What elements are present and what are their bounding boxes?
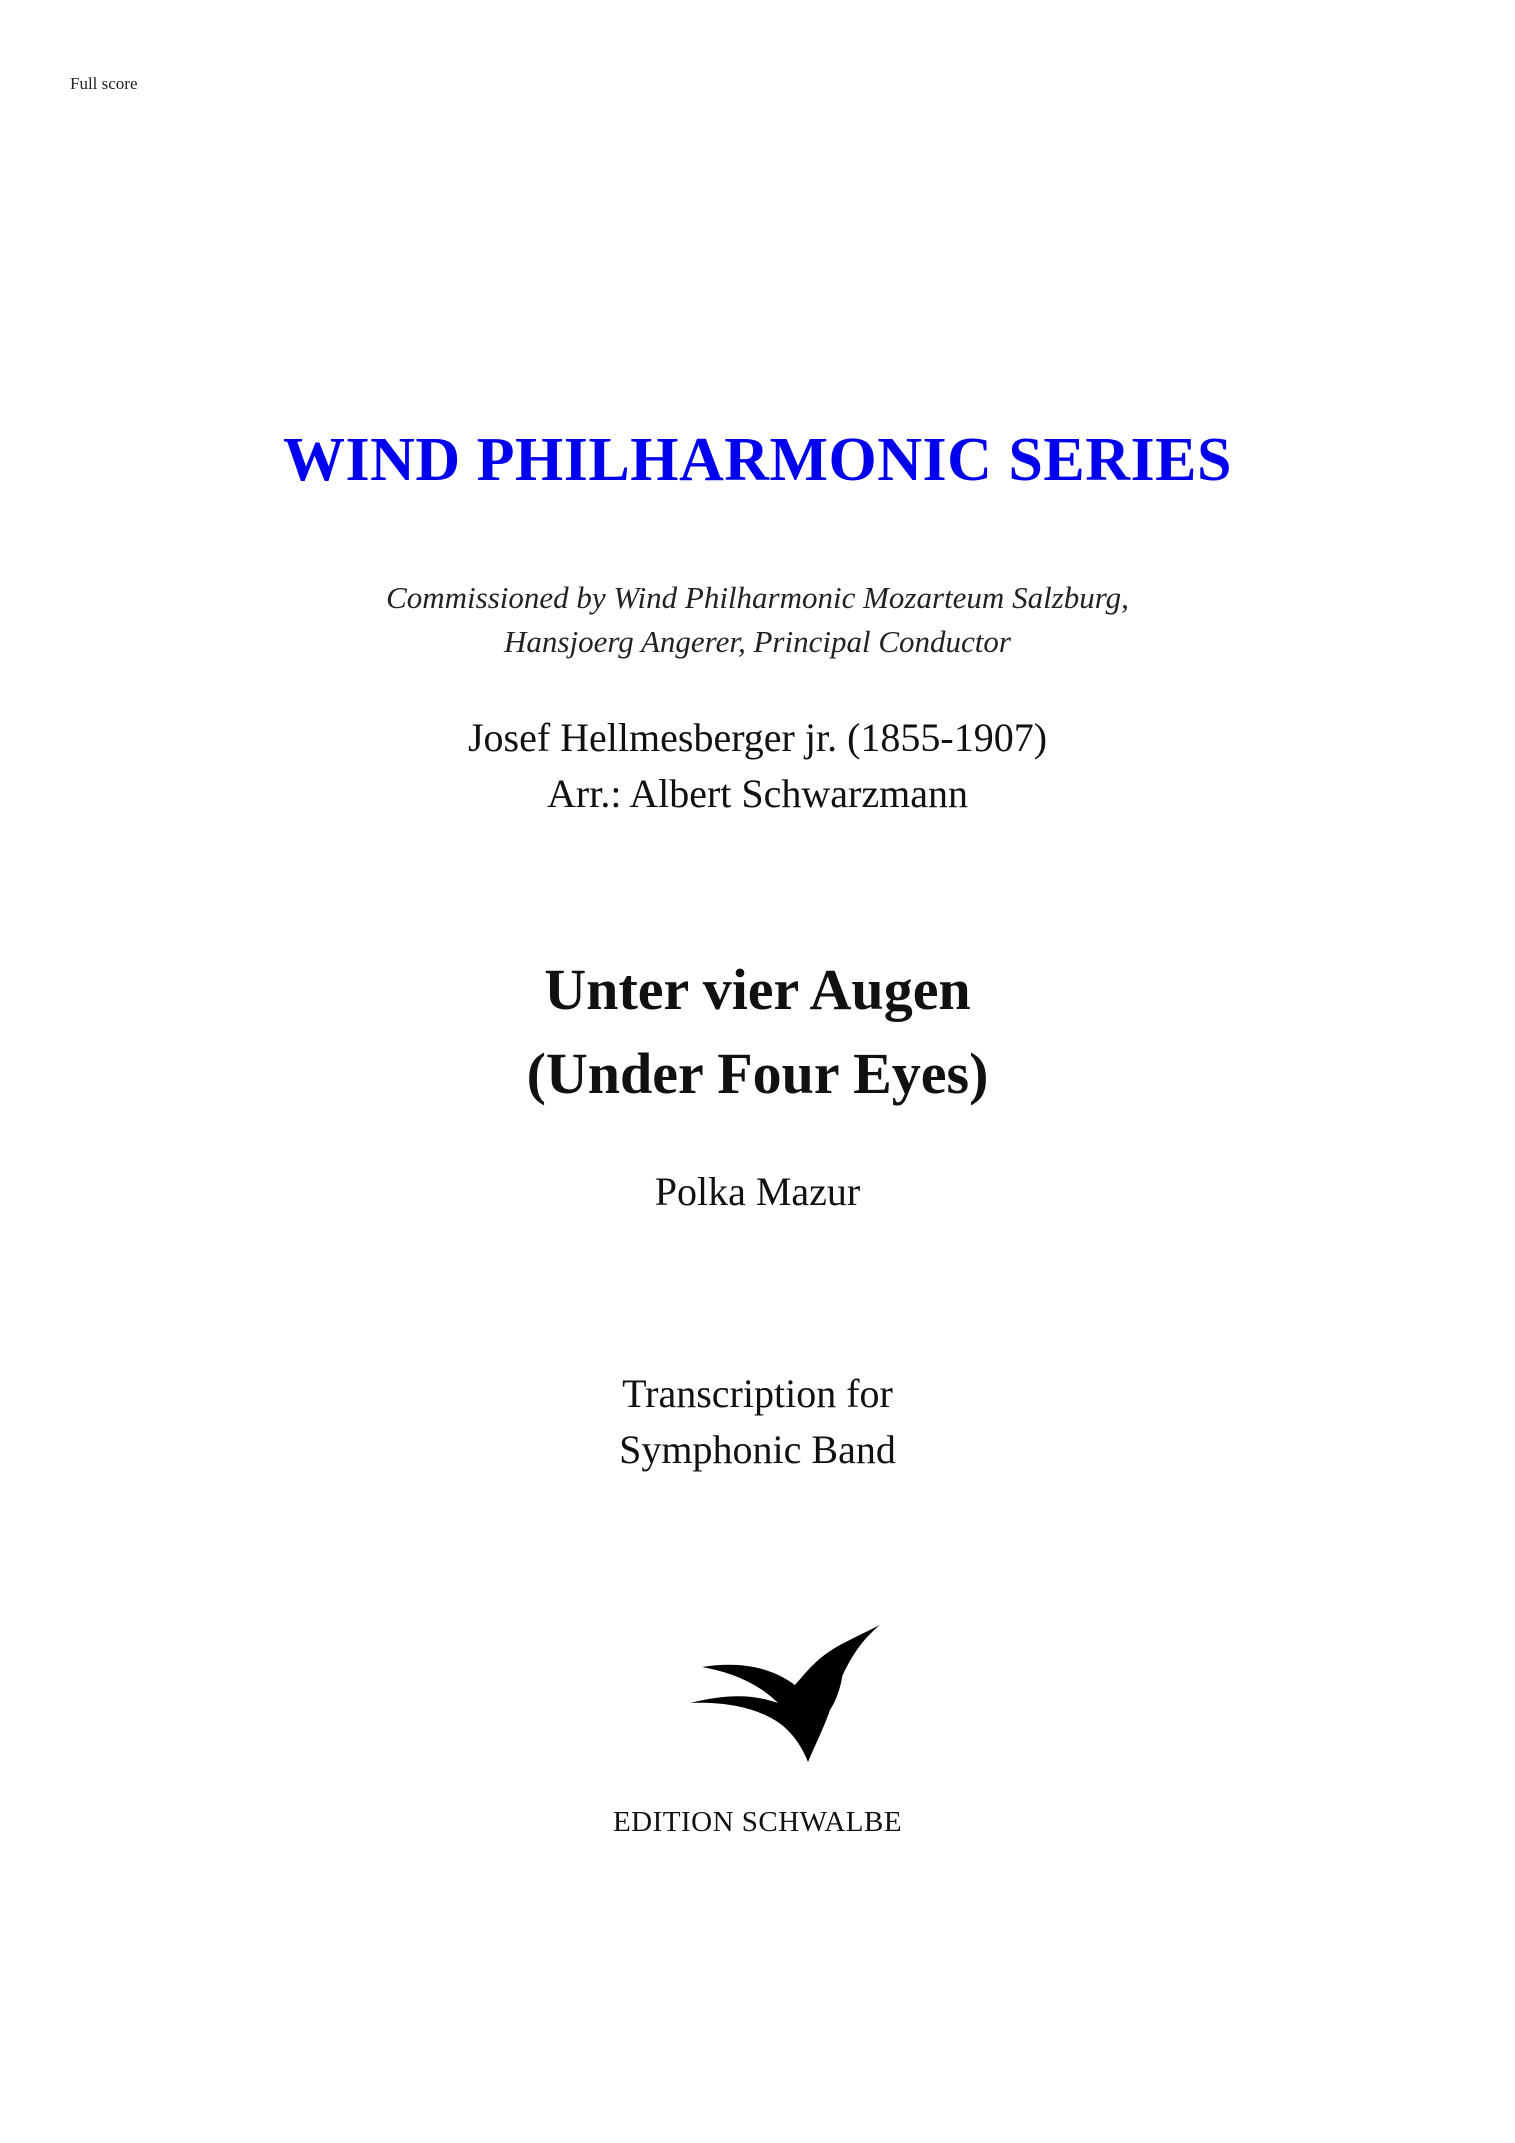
work-genre: Polka Mazur [654, 1169, 861, 1214]
commission-note [0, 576, 1515, 664]
score-type-label: Full score [70, 74, 138, 93]
series-title: WIND PHILHARMONIC SERIES [282, 426, 1233, 494]
composer-name: Josef Hellmesberger jr. (1855-1907) [467, 715, 1048, 760]
commission-line-2: Hansjoerg Angerer, Principal Conductor [504, 624, 1011, 659]
swallow-icon [690, 1615, 890, 1765]
publisher-name: EDITION SCHWALBE [612, 1806, 903, 1838]
work-title-original: Unter vier Augen [544, 957, 971, 1022]
transcription-line-1: Transcription for [622, 1371, 893, 1416]
work-title-translation: (Under Four Eyes) [526, 1041, 989, 1106]
arranger-name: Arr.: Albert Schwarzmann [547, 771, 968, 816]
commission-line-1: Commissioned by Wind Philharmonic Mozarteum Salzburg, [386, 580, 1129, 615]
transcription-note [0, 1366, 1515, 1478]
credits-block [0, 710, 1515, 822]
work-title [0, 948, 1515, 1116]
transcription-line-2: Symphonic Band [619, 1427, 896, 1472]
